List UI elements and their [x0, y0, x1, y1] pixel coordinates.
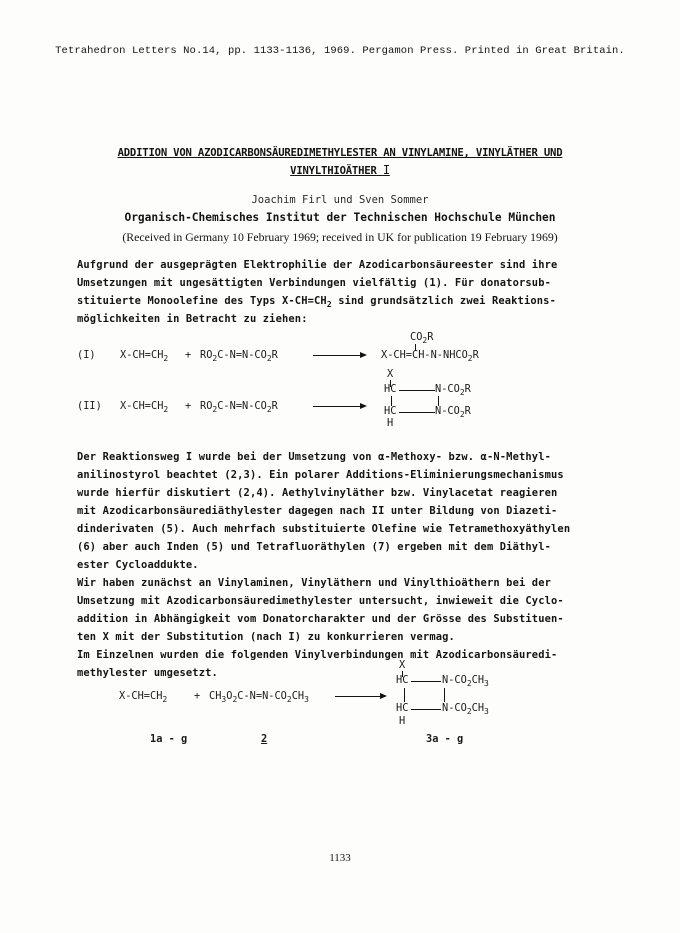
r2-n-top-r: R	[464, 383, 471, 395]
r2-plus: +	[185, 400, 192, 412]
journal-header: Tetrahedron Letters No.14, pp. 1133-1136, 1969. Pergamon Press. Printed in Great Britain.	[55, 45, 625, 57]
s2-reagent-sub3: 3	[304, 695, 309, 705]
paragraph-line: mit Azodicarbonsäurediäthylester dagegen nach II unter Bildung von Diazeti-	[77, 505, 558, 517]
s2-reagent-sub2: 2	[286, 695, 292, 705]
s2-bond-left	[404, 688, 405, 702]
s2-n-top	[442, 674, 489, 688]
r2-reagent	[200, 400, 278, 414]
r2-reaction-arrow	[313, 406, 365, 407]
r2-bond-bottom	[399, 412, 435, 413]
r2-hc-bottom: HC	[384, 405, 397, 417]
intro-line: Aufgrund der ausgeprägten Elektrophilie der Azodicarbonsäureester sind ihre	[77, 259, 558, 271]
r1-reagent-mid: C-N=N-CO	[217, 349, 267, 361]
r2-n-top-text: N-CO	[435, 383, 460, 395]
r1-product-r: R	[472, 349, 479, 361]
paragraph-line: Der Reaktionsweg I wurde bei der Umsetzung von α-Methoxy- bzw. α-N-Methyl-	[77, 451, 552, 463]
intro-line3-post: sind grundsätzlich zwei Reaktions-	[331, 295, 556, 307]
page-number: 1133	[329, 852, 351, 864]
r2-reagent-r: R	[271, 400, 278, 412]
s2-reagent-sub2: 2	[232, 695, 238, 705]
r1-product	[381, 349, 479, 363]
paragraph-line: dinderivaten (5). Auch mehrfach substituierte Olefine wie Tetramethoxyäthylen	[77, 523, 571, 535]
s2-n-bottom	[442, 702, 489, 716]
s2-reaction-arrow	[335, 696, 385, 697]
r2-n-bottom-text: N-CO	[435, 405, 460, 417]
intro-line	[77, 292, 557, 310]
r2-bond-top	[399, 390, 435, 391]
compound-label-2: 2	[261, 733, 268, 745]
r2-reactant	[120, 400, 168, 414]
authors: Joachim Firl und Sven Sommer	[251, 194, 429, 206]
r1-product-text: X-CH=CH-N-NHCO	[381, 349, 468, 361]
paragraph-line: Umsetzung mit Azodicarbonsäuredimethylester untersucht, inwieweit die Cyclo-	[77, 595, 564, 607]
r2-n-bottom-sub: 2	[459, 410, 465, 420]
r2-n-bottom-r: R	[464, 405, 471, 417]
r1-reagent-ro: RO	[200, 349, 213, 361]
r1-reaction-arrow	[313, 355, 365, 356]
s2-x-substituent: X	[399, 659, 406, 671]
r2-n-bottom	[435, 405, 471, 419]
r1-top-sub: 2	[422, 336, 428, 346]
institution: Organisch-Chemisches Institut der Technischen Hochschule München	[124, 211, 556, 224]
paragraph-line: Im Einzelnen wurden die folgenden Vinylverbindungen mit Azodicarbonsäuredi-	[77, 649, 558, 661]
r1-product-sub: 2	[467, 354, 473, 364]
intro-line: möglichkeiten in Betracht zu ziehen:	[77, 313, 308, 325]
s2-n-top-sub3: 3	[484, 679, 489, 689]
r2-hc-top: HC	[384, 383, 397, 395]
r1-reactant-text: X-CH=CH	[120, 349, 164, 361]
r1-reactant-sub: 2	[163, 354, 169, 364]
compound-label-1: 1a - g	[150, 733, 188, 745]
s2-bond-top	[411, 681, 441, 682]
s2-reagent-sub3: 3	[221, 695, 227, 705]
s2-reagent-ch: CH	[209, 690, 222, 702]
intro-line3-pre: stituierte Monoolefine des Typs X-CH=CH	[77, 295, 327, 307]
s2-n-top-sub: 2	[466, 679, 472, 689]
paper-title-numeral: I	[382, 163, 390, 177]
s2-n-top-text: N-CO	[442, 674, 467, 686]
s2-bond-bottom	[411, 709, 441, 710]
main-paragraph	[77, 448, 570, 682]
s2-reagent-mid: C-N=N-CO	[237, 690, 287, 702]
r1-top-r: R	[427, 331, 434, 343]
s2-reagent-ch-end: CH	[291, 690, 305, 702]
r1-reagent-sub: 2	[266, 354, 272, 364]
r2-reactant-text: X-CH=CH	[120, 400, 164, 412]
compound-label-3: 3a - g	[426, 733, 464, 745]
r2-reagent-mid: C-N=N-CO	[217, 400, 267, 412]
r2-h: H	[387, 417, 394, 429]
paragraph-line: ester Cycloaddukte.	[77, 559, 199, 571]
r1-reagent	[200, 349, 278, 363]
paragraph-line: ten X mit der Substitution (nach I) zu konkurrieren vermag.	[77, 631, 455, 643]
paragraph-line: wurde hierfür diskutiert (2,4). Aethylvinyläther bzw. Vinylacetat reagieren	[77, 487, 558, 499]
r1-reagent-r: R	[271, 349, 278, 361]
s2-reagent-o: O	[226, 690, 233, 702]
paragraph-line: methylester umgesetzt.	[77, 667, 218, 679]
s2-plus: +	[194, 690, 201, 702]
s2-reactant	[119, 690, 167, 704]
r2-reagent-sub: 2	[266, 405, 272, 415]
s2-n-bottom-ch: CH	[471, 702, 485, 714]
s2-reagent	[209, 690, 309, 704]
paragraph-line: anilinostyrol beachtet (2,3). Ein polarer Additions-Eliminierungsmechanismus	[77, 469, 564, 481]
s2-n-bottom-sub3: 3	[484, 707, 489, 717]
s2-n-top-ch: CH	[471, 674, 485, 686]
paper-title-line1: ADDITION VON AZODICARBONSÄUREDIMETHYLESTER AN VINYLAMINE, VINYLÄTHER UND	[117, 147, 563, 159]
r2-reactant-sub: 2	[163, 405, 169, 415]
r2-reagent-ro: RO	[200, 400, 213, 412]
paragraph-line: (6) aber auch Inden (5) und Tetrafluoräthylen (7) ergeben mit dem Diäthyl-	[77, 541, 552, 553]
received-line: (Received in Germany 10 February 1969; received in UK for publication 19 February 1969)	[122, 230, 558, 244]
r2-reagent-sub: 2	[212, 405, 218, 415]
s2-reactant-sub: 2	[162, 695, 168, 705]
paragraph-line: Wir haben zunächst an Vinylaminen, Vinyläthern und Vinylthioäthern bei der	[77, 577, 552, 589]
intro-paragraph	[77, 256, 557, 328]
r1-top-substituent	[410, 331, 433, 345]
r1-plus: +	[185, 349, 192, 361]
s2-reactant-text: X-CH=CH	[119, 690, 163, 702]
r1-top-co: CO	[410, 331, 423, 343]
paragraph-line: addition in Abhängigkeit vom Donatorcharakter und der Grösse des Substituen-	[77, 613, 564, 625]
s2-h: H	[399, 715, 406, 727]
r2-label: (II)	[77, 400, 102, 412]
r1-label: (I)	[77, 349, 96, 361]
r2-n-top	[435, 383, 471, 397]
intro-line: Umsetzungen mit ungesättigten Verbindungen vielfältig (1). Für donatorsub-	[77, 277, 552, 289]
paper-title-line2-text: VINYLTHIOÄTHER	[290, 165, 377, 177]
s2-n-bottom-text: N-CO	[442, 702, 467, 714]
s2-bond-right	[444, 688, 445, 702]
s2-hc-bottom: HC	[396, 702, 409, 714]
s2-hc-top: HC	[396, 674, 409, 686]
r2-x-substituent: X	[387, 368, 394, 380]
r2-n-top-sub: 2	[459, 388, 465, 398]
s2-n-bottom-sub: 2	[466, 707, 472, 717]
r1-reagent-sub: 2	[212, 354, 218, 364]
paper-title-line2	[0, 163, 680, 177]
intro-line3-sub: 2	[326, 300, 332, 310]
r1-reactant	[120, 349, 168, 363]
